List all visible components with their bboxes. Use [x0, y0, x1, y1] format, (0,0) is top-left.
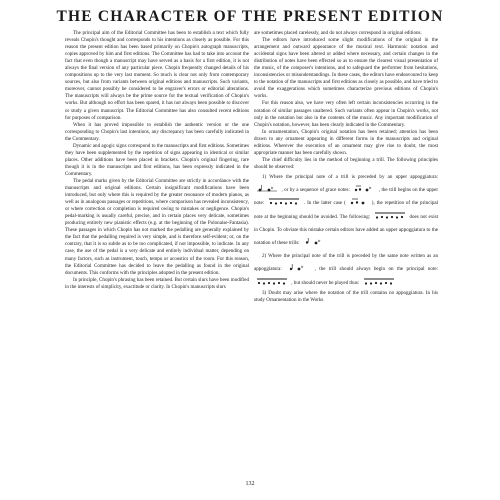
trill-rule-text: , but should never be played thus:: [291, 279, 360, 286]
trill-rule-text: ), the repetition of the principal note at the beginning should be avoided. The following:: [254, 200, 439, 220]
trill-rule-text: , the trill begins on the upper note:: [254, 187, 439, 207]
music-notation-icon: [286, 264, 310, 271]
page-title: THE CHARACTER OF THE PRESENT EDITION: [56, 8, 444, 25]
trill-rule-3: 3) Doubt may arise where the notation of the trill contains no appoggiatura. In his study Ornamentation in the Works: [254, 289, 438, 303]
svg-text:tr: tr: [301, 264, 304, 270]
left-paragraph: Dynamic and agogic signs correspond to the manuscripts and first editions. Sometimes they have been supplemented by the repetition of signs appearing in identical or similar places. Other additions have been placed in brackets. Chopin's original fingering, rare though it is in the manuscripts and first editions, has been expressly indicated in the Commentary.: [65, 142, 249, 177]
trill-rule-text: 2) Where the principal note of the trill is preceded by the same note written as an appoggiatura:: [254, 253, 438, 273]
left-paragraph: The principal aim of the Editorial Committee has been to establish a text which fully reveals Chopin's thought and corresponds to his intentions as closely as possible. For this reason the present edition has been based primarily on Chopin's autograph manuscripts, copies approved by him and first editions. The Committee has had to take into account the fact that even though a manuscript may have served as a basis for a first edition, it is not always the final version of any particular piece. Chopin frequently changed details of his compositions up to the very last moment. So much is clear not only from contemporary sources, but also from variants between original editions and manuscripts. Such variants, moreover, cannot possibly be considered to be engraver's errors or editorial alterations. The manuscripts will always be the prime source for the textual verification of Chopin's works. But although no effort has been spared, it has not always been possible to discover or study a given manuscript. The Editorial Committee has also consulted recent editions for purposes of comparison.: [65, 30, 249, 121]
music-notation-icon: [347, 198, 371, 205]
music-notation-icon: [352, 185, 376, 192]
left-paragraph: In principle, Chopin's phrasing has been retained. But certain slurs have been modified in the interests of simplicity, exactitude or clarity. In Chopin's manuscripts slurs: [65, 276, 249, 290]
left-paragraph: The pedal marks given by the Editorial Committee are strictly in accordance with the manuscripts and original editions. Certain insignificant modifications have been introduced, but only where this is required by the greater resonance of modern pianos, as well as in analogous passages or repetitions, where comparison has revealed inconsistency, or where correction or completion is required owing to mistakes or negligence. Chopin's pedal-marking is usually careful, precise, and in certain places very delicate, sometimes producing entirely new pianistic effects (e.g. at the beginning of the Polonaise-Fantasia). These passages in which Chopin has not marked the pedalling are generally explained by the fact that the pedalling required is very simple, and is therefore self-evident; or, on the contrary, that it is so subtle as to be too complicated, if not impossible, to indicate. In any case, the use of the pedal is a very delicate and entirely individual matter, depending on many factors, such as instrument, touch, tempo or acoustics of the room. For this reason, the Editorial Committee has decided to leave the pedalling as found in the original documents. This conforms with the principles adopted in the present edition.: [65, 177, 249, 276]
music-notation-icon: [373, 212, 407, 219]
svg-text:tr: tr: [369, 185, 372, 191]
right-paragraph: For this reason also, we have very often left certain inconsistencies occurring in the notation of similar passages unaltered. Such variants often appear in Chopin's works, not only in the notation but also in the contents of the music. Any important modification of Chopin's notation, however, has been clearly indicated in the Commentary.: [254, 100, 438, 128]
page-number: 132: [245, 481, 255, 487]
music-notation-icon: [255, 278, 289, 285]
trill-rule-1: 1) Where the principal note of a trill is preceded by an upper appoggiatura: tr , or by a sequence of grace notes: tr , the trill begins on the upper note: . In the latter case ( ), the repetition of the principal note at the beginning should be avoided. The following: does not exist in Chopin. To obviate this mistake certain editors have added an upper appoggiatura to the notation of these trills: tr: [254, 173, 439, 246]
right-paragraph: In ornamentation, Chopin's original notation has been retained; attention has been drawn to any ornament appearing in different forms in the manuscripts and original editions. Wherever the execution of an ornament may give rise to doubt, the most appropriate manner has been carefully shown.: [254, 128, 438, 156]
trill-rule-text: , or by a sequence of grace notes:: [281, 187, 350, 194]
music-notation-icon: [362, 278, 396, 285]
trill-rule-text: does not exist in Chopin. To obviate this mistake certain editors have added an upper appoggiatura to the notation of these trills:: [254, 213, 438, 246]
music-notation-icon: [255, 185, 279, 192]
trill-rule-text: 1) Where the principal note of a trill is preceded by an upper appoggiatura:: [262, 173, 438, 180]
right-column: [254, 30, 438, 304]
right-paragraph: The editors have introduced some slight modifications of the original in the arrangement and outward appearance of the musical text. Harmonic notation and accidental signs have been altered or added where necessary, and certain changes in the distribution of notes have been effected so as to ensure the clearest visual presentation of the music, of the composer's intentions, and to safeguard the performer from hesitations, inconsistencies or misunderstandings. In these cases, the editors have endeavoured to keep to the notation of the manuscripts and first editions as closely as possible, and have tried to avoid the exaggerations which sometimes characterize previous editions of Chopin's works.: [254, 37, 438, 100]
left-column: [65, 30, 249, 291]
music-notation-icon: [302, 238, 326, 245]
trill-rule-2: [254, 250, 438, 290]
left-paragraph: When it has proved impossible to establish the authentic version or the one corresponding to Chopin's last intentions, any discrepancy has been carefully indicated in the Commentary.: [65, 121, 249, 142]
music-notation-icon: [267, 198, 301, 205]
svg-text:tr: tr: [317, 237, 321, 243]
right-paragraph: The chief difficulty lies in the method of beginning a trill. The following principles should be observed:: [254, 156, 438, 170]
right-paragraph: are sometimes placed carelessly, and do not always correspond in original editions.: [254, 30, 422, 36]
trill-rule-text: , the trill should always begin on the principal note:: [314, 266, 438, 273]
svg-text:tr: tr: [271, 185, 274, 191]
trill-rule-text: . In the latter case: [303, 200, 343, 207]
